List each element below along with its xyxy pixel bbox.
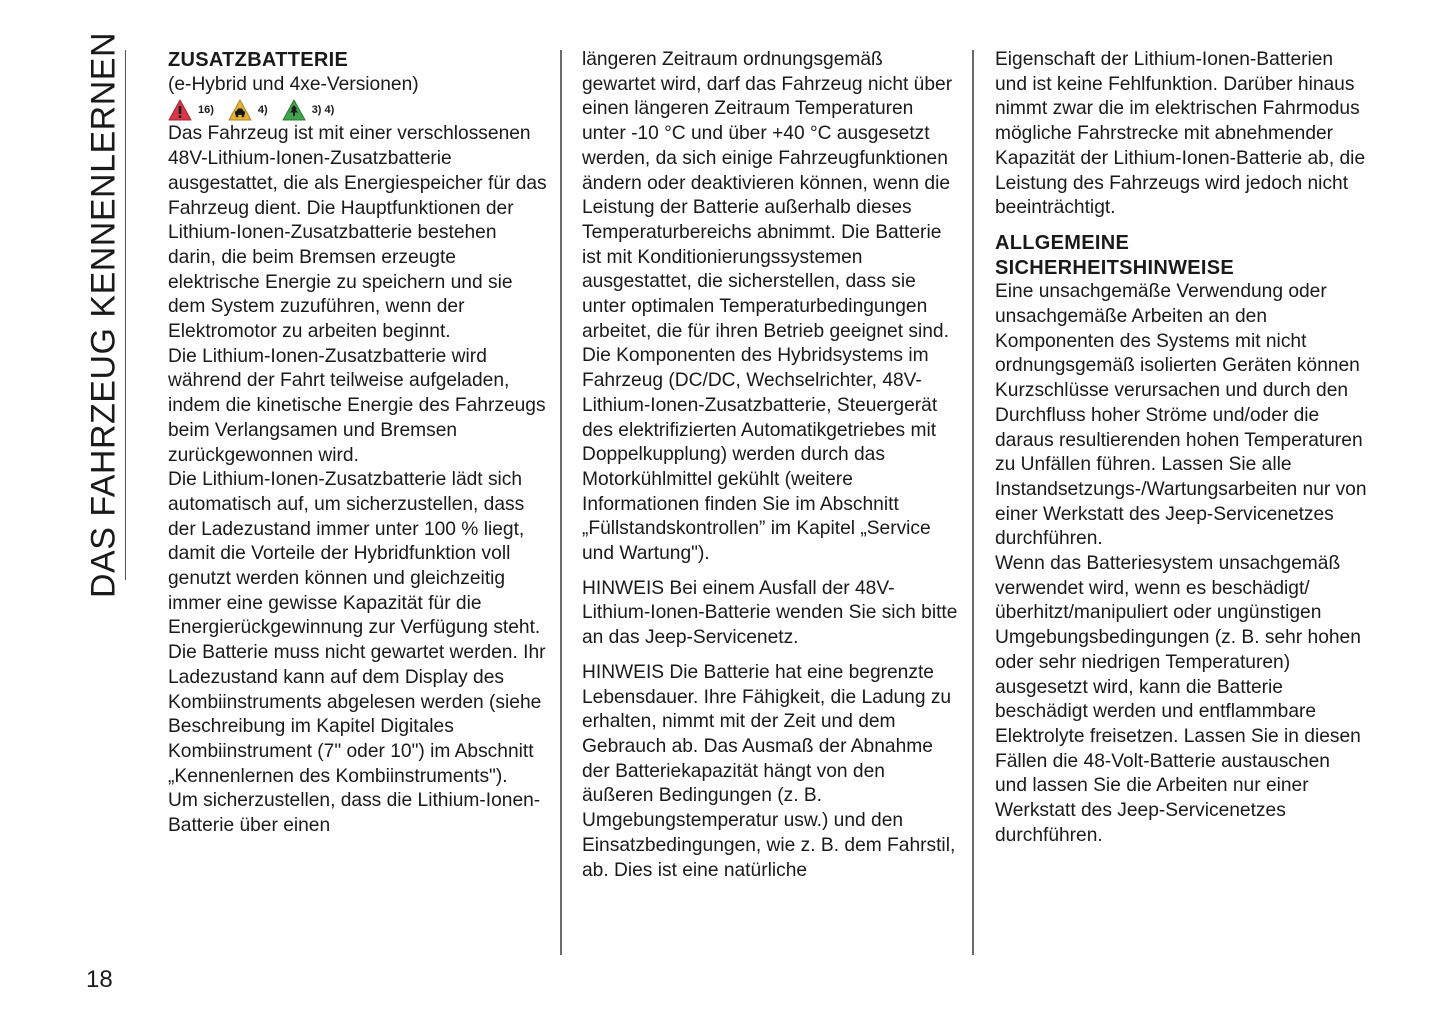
column-3 [995,48,1367,849]
paragraph: längeren Zeitraum ordnungsgemäß gewartet wird, darf das Fahrzeug nicht über einen längeren Zeitraum Temperaturen unter -10 °C und über +40 °C ausgesetzt werden, da sich einige Fahrzeugfunktionen ändern oder deaktivieren können, wenn die Leistung der Batterie außerhalb dieses Temperaturbereichs abnimmt. Die Batterie ist mit Konditionierungssystemen ausgestattet, die sicherstellen, dass sie unter optimalen Temperaturbedingungen arbeitet, die für ihren Betrieb geeignet sind. [582,49,953,342]
chapter-title-text: DAS FAHRZEUG KENNENLERNEN [84,31,123,599]
column-divider [560,50,562,955]
paragraph: Wenn das Batteriesystem unsachgemäß verwendet wird, wenn es beschädigt/überhitzt/manipuliert oder ungünstigen Umgebungsbedingungen (z. B. sehr hohen oder sehr niedrigen Temperaturen) ausgesetzt wird, kann die Batterie beschädigt werden und entflammbare Elektrolyte freisetzen. Lassen Sie in diesen Fällen die 48-Volt-Batterie austauschen und lassen Sie die Arbeiten nur einer Werkstatt des Jeep-Servicenetzes durchführen. [995,553,1361,846]
warning-icon [168,99,192,121]
paragraph: Die Lithium-Ionen-Zusatzbatterie lädt sich automatisch auf, um sicherzustellen, dass der Ladezustand immer unter 100 % liegt, damit die Vorteile der Hybridfunktion voll genutzt werden können und gleichzeitig immer eine gewisse Kapazität für die Energierückgewinnung zur Verfügung steht. [168,469,541,639]
paragraph: Eine unsachgemäße Verwendung oder unsachgemäße Arbeiten an den Komponenten des Systems mit nicht ordnungsgemäß isolierten Geräten können Kurzschlüsse verursachen und durch den Durchfluss hoher Ströme und/oder die daraus resultierenden hohen Temperaturen zu Unfällen führen. Lassen Sie alle Instandsetzungs-/Wartungsarbeiten nur von einer Werkstatt des Jeep-Servicenetzes durchführen. [995,281,1367,550]
column-2 [582,48,960,883]
paragraph: Die Lithium-Ionen-Zusatzbatterie wird während der Fahrt teilweise aufgeladen, indem die kinetische Energie des Fahrzeugs beim Verlangsamen und Bremsen zurückgewonnen wird. [168,345,546,466]
paragraph: Die Batterie muss nicht gewartet werden. Ihr Ladezustand kann auf dem Display des Kombiinstruments abgelesen werden (siehe Beschreibung im Kapitel Digitales Kombiinstrument (7" oder 10") im Abschnitt „Kennenlernen des Kombiinstruments"). [168,642,546,787]
environment-icon [282,99,306,121]
paragraph: Eigenschaft der Lithium-Ionen-Batterien und ist keine Fehlfunktion. Darüber hinaus nimmt zwar die im elektrischen Fahrmodus mögliche Fahrstrecke mit abnehmender Kapazität der Lithium-Ionen-Batterie ab, die Leistung des Fahrzeugs wird jedoch nicht beeinträchtigt. [995,49,1366,219]
column-divider [972,50,974,955]
symbol-row [168,97,548,122]
section-subheading: (e-Hybrid und 4xe-Versionen) [168,73,419,95]
column-1 [168,48,548,839]
page-number: 18 [86,966,113,993]
note-paragraph: HINWEIS Die Batterie hat eine begrenzte Lebensdauer. Ihre Fähigkeit, die Ladung zu erhalten, nimmt mit der Zeit und dem Gebrauch ab. Das Ausmaß der Abnahme der Batteriekapazität hängt von den äußeren Bedingungen (z. B. Umgebungstemperatur usw.) und den Einsatzbedingungen, wie z. B. dem Fahrstil, ab. Dies ist eine natürliche [582,661,956,881]
caution-ref: 4) [257,103,268,116]
paragraph: Das Fahrzeug ist mit einer verschlossenen 48V-Lithium-Ionen-Zusatzbatterie ausgestattet, die als Energiespeicher für das Fahrzeug dient. Die Hauptfunktionen der Lithium-Ionen-Zusatzbatterie bestehen darin, die beim Bremsen erzeugte elektrische Energie zu speichern und sie dem System zuzuführen, wenn der Elektromotor zu arbeiten beginnt. [168,123,547,343]
heading-line-2: SICHERHEITSHINWEISE [995,256,1235,279]
chapter-side-title [84,31,124,599]
environment-ref: 3) 4) [311,103,335,116]
paragraph: Um sicherzustellen, dass die Lithium-Ionen-Batterie über einen [168,790,541,837]
section-heading-sicherheitshinweise [995,231,1367,280]
chapter-divider [125,50,126,580]
note-paragraph: HINWEIS Bei einem Ausfall der 48V-Lithium-Ionen-Batterie wenden Sie sich bitte an das Jeep-Servicenetz. [582,577,958,649]
paragraph: Die Komponenten des Hybridsystems im Fahrzeug (DC/DC, Wechselrichter, 48V-Lithium-Ionen-Zusatzbatterie, Steuergerät des elektrifizierten Automatikgetriebes mit Doppelkupplung) werden durch das Motorkühlmittel gekühlt (weitere Informationen finden Sie im Abschnitt „Füllstandskontrollen” im Kapitel „Service und Wartung"). [582,345,938,565]
heading-line-1: ALLGEMEINE [995,231,1130,254]
warning-ref: 16) [198,103,214,116]
caution-icon [228,99,252,121]
section-heading-zusatzbatterie: ZUSATZBATTERIE [168,49,349,71]
